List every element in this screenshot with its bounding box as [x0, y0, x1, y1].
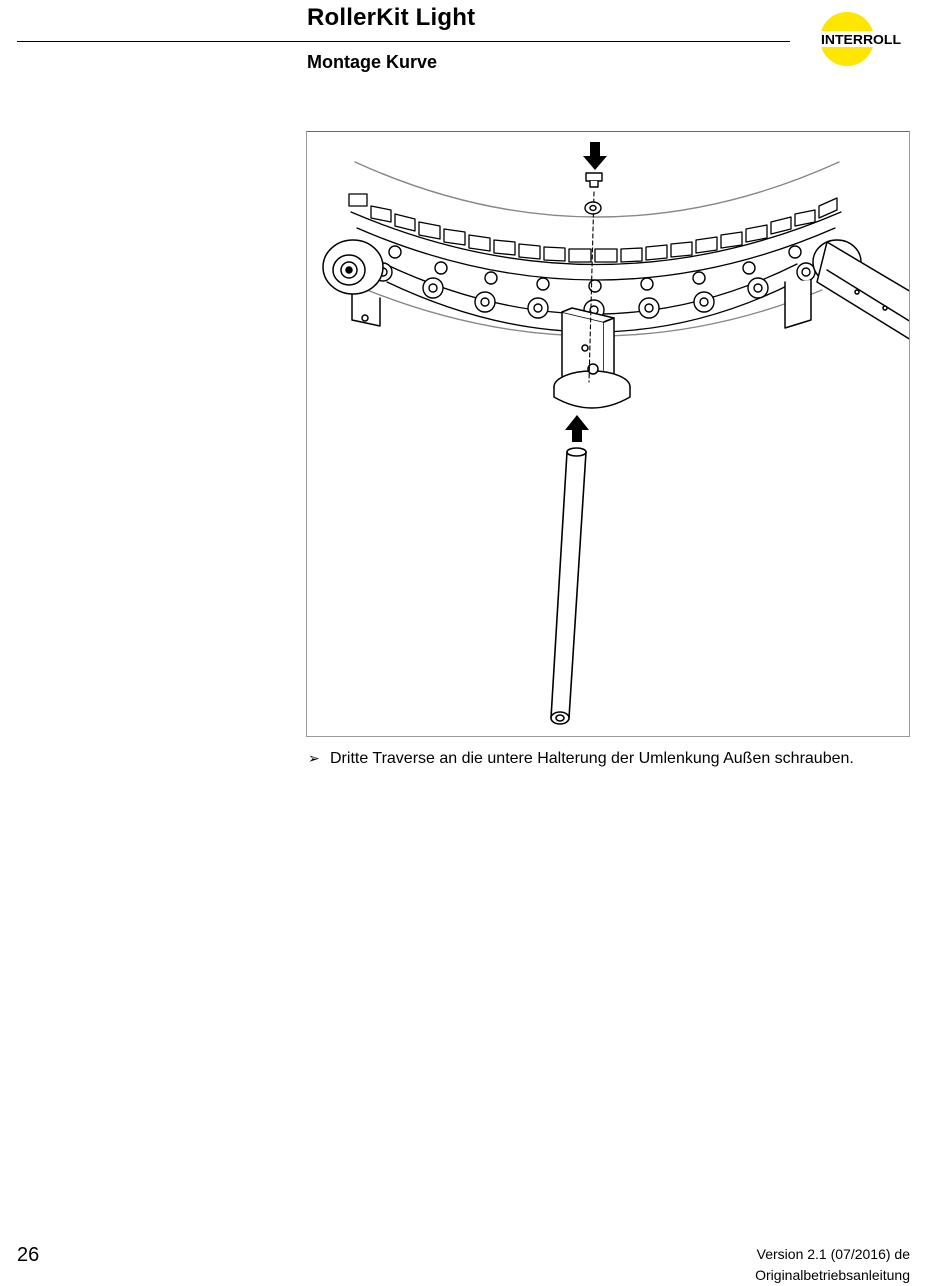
header-divider — [17, 41, 790, 42]
section-title: Montage Kurve — [307, 52, 438, 72]
logo-wordmark: INTERROLL — [821, 32, 902, 47]
instruction-step — [308, 750, 854, 768]
arrow-up-icon — [565, 415, 589, 442]
footer-info — [755, 1244, 910, 1286]
version-label: Version 2.1 (07/2016) de — [756, 1246, 910, 1262]
instruction-text: Dritte Traverse an die untere Halterung der Umlenkung Außen schrauben. — [330, 750, 854, 767]
document-title: RollerKit Light — [307, 4, 476, 31]
assembly-illustration-icon — [307, 132, 910, 737]
arrow-down-icon — [583, 142, 607, 170]
page-number: 26 — [17, 1244, 40, 1266]
interroll-logo — [818, 10, 904, 68]
assembly-figure — [306, 131, 910, 737]
bullet-arrow-icon: ➢ — [308, 750, 320, 766]
document-type-label: Originalbetriebsanleitung — [755, 1267, 910, 1283]
